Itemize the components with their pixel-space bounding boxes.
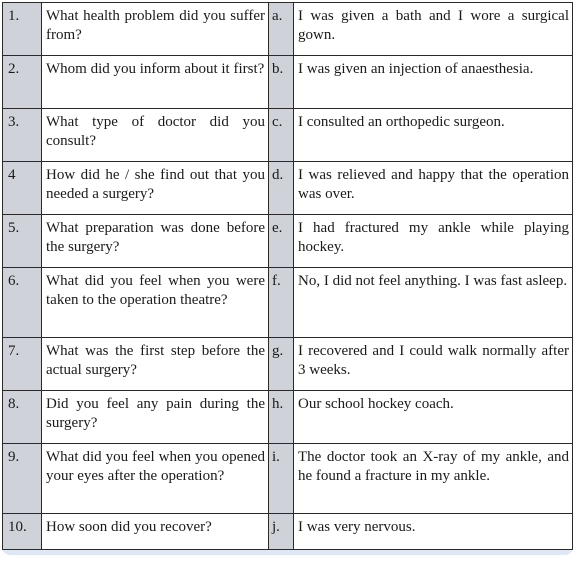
- answer-text: I had fractured my ankle while playing hockey.: [294, 215, 573, 268]
- answer-text: I was relieved and happy that the operation was over.: [294, 162, 573, 215]
- question-number: 3.: [3, 109, 42, 162]
- question-text: What did you feel when you were taken to the operation theatre?: [42, 268, 269, 338]
- answer-text: No, I did not feel anything. I was fast asleep.: [294, 268, 573, 338]
- question-text: What type of doctor did you consult?: [42, 109, 269, 162]
- question-text: Did you feel any pain during the surgery?: [42, 391, 269, 444]
- answer-letter: e.: [269, 215, 294, 268]
- answer-text: I consulted an orthopedic surgeon.: [294, 109, 573, 162]
- answer-letter: i.: [269, 444, 294, 514]
- answer-letter: h.: [269, 391, 294, 444]
- answer-letter: g.: [269, 338, 294, 391]
- answer-text: I was very nervous.: [294, 514, 573, 550]
- question-text: How did he / she find out that you needed a surgery?: [42, 162, 269, 215]
- question-text: What health problem did you suffer from?: [42, 3, 269, 56]
- question-number: 2.: [3, 56, 42, 109]
- table-row: [3, 109, 573, 162]
- answer-letter: c.: [269, 109, 294, 162]
- table-row: [3, 391, 573, 444]
- table-row: [3, 215, 573, 268]
- question-text: What was the first step before the actual surgery?: [42, 338, 269, 391]
- answer-letter: b.: [269, 56, 294, 109]
- matching-table-container: [2, 2, 573, 555]
- answer-text: I was given a bath and I wore a surgical gown.: [294, 3, 573, 56]
- question-text: How soon did you recover?: [42, 514, 269, 550]
- answer-letter: f.: [269, 268, 294, 338]
- answer-text: Our school hockey coach.: [294, 391, 573, 444]
- question-number: 4: [3, 162, 42, 215]
- answer-letter: a.: [269, 3, 294, 56]
- table-row: [3, 268, 573, 338]
- table-row: [3, 56, 573, 109]
- table-row: [3, 514, 573, 550]
- question-text: What did you feel when you opened your eyes after the operation?: [42, 444, 269, 514]
- question-number: 1.: [3, 3, 42, 56]
- question-number: 6.: [3, 268, 42, 338]
- answer-letter: d.: [269, 162, 294, 215]
- table-row: [3, 3, 573, 56]
- table-row: [3, 444, 573, 514]
- matching-table: [2, 2, 573, 550]
- question-number: 8.: [3, 391, 42, 444]
- question-number: 7.: [3, 338, 42, 391]
- question-text: What preparation was done before the surgery?: [42, 215, 269, 268]
- answer-text: I was given an injection of anaesthesia.: [294, 56, 573, 109]
- answer-text: I recovered and I could walk normally after 3 weeks.: [294, 338, 573, 391]
- question-number: 5.: [3, 215, 42, 268]
- answer-letter: j.: [269, 514, 294, 550]
- table-row: [3, 338, 573, 391]
- answer-text: The doctor took an X-ray of my ankle, and he found a fracture in my ankle.: [294, 444, 573, 514]
- table-row: [3, 162, 573, 215]
- question-text: Whom did you inform about it first?: [42, 56, 269, 109]
- question-number: 9.: [3, 444, 42, 514]
- question-number: 10.: [3, 514, 42, 550]
